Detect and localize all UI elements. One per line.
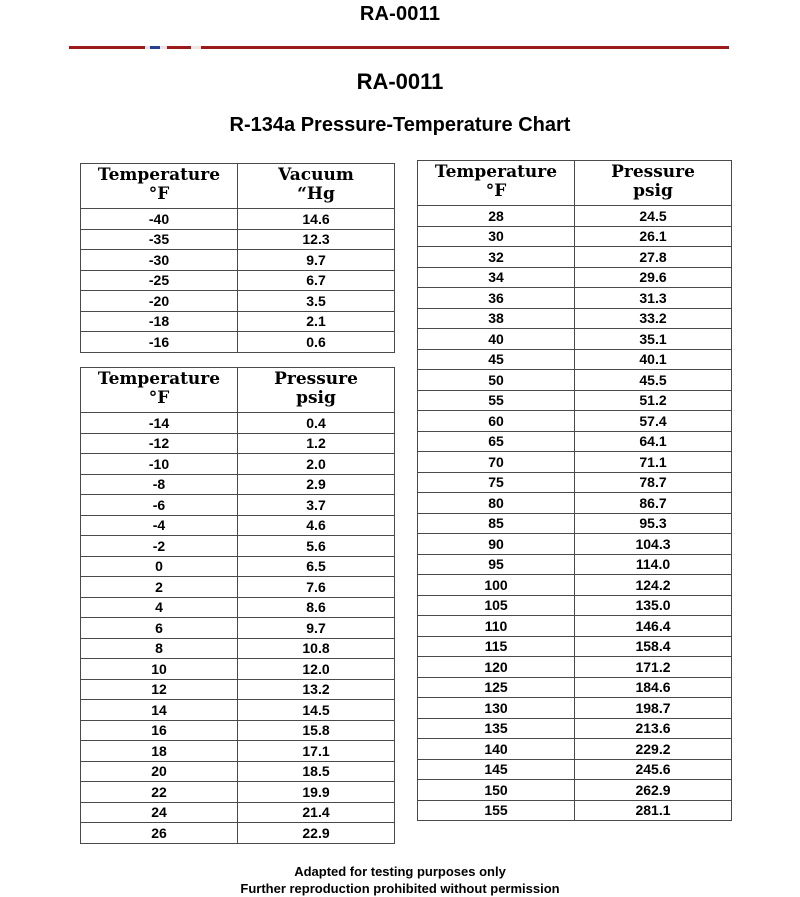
table-row [418, 636, 732, 657]
value-cell: 51.2 [575, 390, 732, 411]
value-cell: 24.5 [575, 206, 732, 227]
temperature-cell: 12 [81, 679, 238, 700]
table-row [81, 332, 395, 353]
value-cell: 21.4 [238, 802, 395, 823]
header-line2: psig [296, 388, 336, 408]
temperature-cell: -16 [81, 332, 238, 353]
table-row [81, 433, 395, 454]
value-cell: 1.2 [238, 433, 395, 454]
value-cell: 27.8 [575, 247, 732, 268]
value-cell: 17.1 [238, 741, 395, 762]
temperature-cell: 145 [418, 759, 575, 780]
temperature-cell: 55 [418, 390, 575, 411]
value-cell: 22.9 [238, 823, 395, 844]
table-row [81, 454, 395, 475]
value-cell: 12.0 [238, 659, 395, 680]
temperature-cell: -40 [81, 209, 238, 230]
table-row [81, 659, 395, 680]
table-row [418, 411, 732, 432]
value-cell: 71.1 [575, 452, 732, 473]
table-row [418, 206, 732, 227]
header-line2: °F [148, 184, 170, 204]
table-row [81, 311, 395, 332]
value-cell: 0.4 [238, 413, 395, 434]
table-row [418, 247, 732, 268]
value-cell: 7.6 [238, 577, 395, 598]
temperature-cell: 80 [418, 493, 575, 514]
temperature-cell: 60 [418, 411, 575, 432]
temperature-cell: 155 [418, 800, 575, 821]
table-row [81, 700, 395, 721]
header-line2: “Hg [297, 184, 335, 204]
table-row [418, 616, 732, 637]
value-cell: 86.7 [575, 493, 732, 514]
temperature-cell: 130 [418, 698, 575, 719]
value-cell: 29.6 [575, 267, 732, 288]
table-row [81, 209, 395, 230]
value-cell: 35.1 [575, 329, 732, 350]
header-value [238, 368, 395, 413]
temperature-cell: 8 [81, 638, 238, 659]
value-cell: 64.1 [575, 431, 732, 452]
table-row [81, 413, 395, 434]
temperature-cell: 16 [81, 720, 238, 741]
value-cell: 10.8 [238, 638, 395, 659]
temperature-cell: 36 [418, 288, 575, 309]
value-cell: 4.6 [238, 515, 395, 536]
document-code: RA-0011 [356, 69, 444, 94]
temperature-cell: 32 [418, 247, 575, 268]
header-temperature [418, 161, 575, 206]
table-row [418, 575, 732, 596]
table-row [418, 780, 732, 801]
table-row [81, 720, 395, 741]
table-row [81, 638, 395, 659]
divider-accent-mark [150, 46, 160, 49]
table-row [81, 618, 395, 639]
temperature-cell: 0 [81, 556, 238, 577]
temperature-cell: 2 [81, 577, 238, 598]
table-row [81, 495, 395, 516]
table-header-row [418, 161, 732, 206]
value-cell: 9.7 [238, 618, 395, 639]
temperature-cell: 95 [418, 554, 575, 575]
value-cell: 6.7 [238, 270, 395, 291]
header-value [238, 164, 395, 209]
header-line1: Vacuum [278, 165, 354, 185]
value-cell: 262.9 [575, 780, 732, 801]
header-document-code: RA-0011 [359, 3, 441, 25]
table-row [81, 536, 395, 557]
value-cell: 2.9 [238, 474, 395, 495]
value-cell: 57.4 [575, 411, 732, 432]
temperature-cell: 70 [418, 452, 575, 473]
value-cell: 6.5 [238, 556, 395, 577]
value-cell: 78.7 [575, 472, 732, 493]
temperature-cell: -4 [81, 515, 238, 536]
temperature-cell: 26 [81, 823, 238, 844]
temperature-cell: -12 [81, 433, 238, 454]
header-line1: Temperature [97, 165, 221, 185]
header-line2: psig [633, 181, 673, 201]
header-value [575, 161, 732, 206]
temperature-cell: -30 [81, 250, 238, 271]
temperature-cell: 75 [418, 472, 575, 493]
table-row [81, 474, 395, 495]
table-row [418, 329, 732, 350]
value-cell: 40.1 [575, 349, 732, 370]
temperature-cell: -35 [81, 229, 238, 250]
table-row [418, 534, 732, 555]
value-cell: 2.0 [238, 454, 395, 475]
footer-line-2: Further reproduction prohibited without permission [240, 881, 560, 896]
table-row [418, 718, 732, 739]
table-row [418, 493, 732, 514]
table-row [81, 250, 395, 271]
value-cell: 245.6 [575, 759, 732, 780]
temperature-cell: -20 [81, 291, 238, 312]
value-cell: 9.7 [238, 250, 395, 271]
temperature-cell: 135 [418, 718, 575, 739]
temperature-cell: -10 [81, 454, 238, 475]
value-cell: 2.1 [238, 311, 395, 332]
temperature-cell: -18 [81, 311, 238, 332]
table-row [81, 556, 395, 577]
table-row [81, 229, 395, 250]
table-row [418, 370, 732, 391]
footer-notice [0, 863, 800, 897]
temperature-cell: 85 [418, 513, 575, 534]
temperature-cell: 40 [418, 329, 575, 350]
footer-line-1: Adapted for testing purposes only [294, 864, 506, 879]
header-line1: Pressure [611, 162, 695, 182]
temperature-cell: 4 [81, 597, 238, 618]
table-row [418, 308, 732, 329]
table-row [81, 782, 395, 803]
table-row [81, 741, 395, 762]
table-row [418, 390, 732, 411]
table-row [81, 597, 395, 618]
table-row [418, 226, 732, 247]
value-cell: 213.6 [575, 718, 732, 739]
value-cell: 184.6 [575, 677, 732, 698]
value-cell: 114.0 [575, 554, 732, 575]
temperature-cell: 24 [81, 802, 238, 823]
value-cell: 33.2 [575, 308, 732, 329]
table-row [81, 823, 395, 844]
table-row [418, 739, 732, 760]
header-line2: °F [148, 388, 170, 408]
temperature-cell: 105 [418, 595, 575, 616]
temperature-cell: 120 [418, 657, 575, 678]
value-cell: 158.4 [575, 636, 732, 657]
value-cell: 171.2 [575, 657, 732, 678]
table-row [81, 291, 395, 312]
temperature-cell: -6 [81, 495, 238, 516]
table-row [418, 267, 732, 288]
value-cell: 18.5 [238, 761, 395, 782]
header-line1: Pressure [274, 369, 358, 389]
temperature-cell: 30 [418, 226, 575, 247]
table-row [418, 595, 732, 616]
pressure-high-table [417, 160, 732, 821]
temperature-cell: 38 [418, 308, 575, 329]
header-line1: Temperature [434, 162, 558, 182]
temperature-cell: 110 [418, 616, 575, 637]
temperature-cell: 14 [81, 700, 238, 721]
value-cell: 13.2 [238, 679, 395, 700]
divider-accent-gap [191, 46, 201, 49]
temperature-cell: 150 [418, 780, 575, 801]
table-row [418, 513, 732, 534]
temperature-cell: 115 [418, 636, 575, 657]
temperature-cell: 10 [81, 659, 238, 680]
value-cell: 5.6 [238, 536, 395, 557]
pressure-low-table [80, 367, 395, 844]
value-cell: 3.5 [238, 291, 395, 312]
value-cell: 229.2 [575, 739, 732, 760]
temperature-cell: 28 [418, 206, 575, 227]
table-row [81, 577, 395, 598]
value-cell: 124.2 [575, 575, 732, 596]
value-cell: 135.0 [575, 595, 732, 616]
header-line2: °F [485, 181, 507, 201]
document-title: R-134a Pressure-Temperature Chart [229, 114, 571, 136]
table-row [418, 759, 732, 780]
value-cell: 45.5 [575, 370, 732, 391]
value-cell: 14.5 [238, 700, 395, 721]
header-line1: Temperature [97, 369, 221, 389]
value-cell: 12.3 [238, 229, 395, 250]
value-cell: 0.6 [238, 332, 395, 353]
header-temperature [81, 368, 238, 413]
temperature-cell: 20 [81, 761, 238, 782]
table-row [418, 472, 732, 493]
temperature-cell: 18 [81, 741, 238, 762]
temperature-cell: 100 [418, 575, 575, 596]
value-cell: 31.3 [575, 288, 732, 309]
header-divider [69, 46, 729, 49]
value-cell: 8.6 [238, 597, 395, 618]
value-cell: 3.7 [238, 495, 395, 516]
table-row [81, 515, 395, 536]
table-header-row [81, 368, 395, 413]
table-row [418, 800, 732, 821]
value-cell: 104.3 [575, 534, 732, 555]
value-cell: 95.3 [575, 513, 732, 534]
table-row [418, 431, 732, 452]
temperature-cell: -14 [81, 413, 238, 434]
table-row [418, 554, 732, 575]
temperature-cell: -2 [81, 536, 238, 557]
temperature-cell: 6 [81, 618, 238, 639]
temperature-cell: -8 [81, 474, 238, 495]
temperature-cell: 50 [418, 370, 575, 391]
table-row [81, 761, 395, 782]
temperature-cell: 45 [418, 349, 575, 370]
temperature-cell: 140 [418, 739, 575, 760]
value-cell: 15.8 [238, 720, 395, 741]
value-cell: 14.6 [238, 209, 395, 230]
temperature-cell: 90 [418, 534, 575, 555]
table-row [81, 802, 395, 823]
table-row [418, 288, 732, 309]
temperature-cell: -25 [81, 270, 238, 291]
table-header-row [81, 164, 395, 209]
temperature-cell: 22 [81, 782, 238, 803]
value-cell: 19.9 [238, 782, 395, 803]
value-cell: 281.1 [575, 800, 732, 821]
table-row [418, 349, 732, 370]
value-cell: 146.4 [575, 616, 732, 637]
temperature-cell: 65 [418, 431, 575, 452]
table-row [418, 657, 732, 678]
table-row [418, 698, 732, 719]
table-row [418, 677, 732, 698]
temperature-cell: 125 [418, 677, 575, 698]
table-row [418, 452, 732, 473]
value-cell: 198.7 [575, 698, 732, 719]
value-cell: 26.1 [575, 226, 732, 247]
temperature-cell: 34 [418, 267, 575, 288]
table-row [81, 679, 395, 700]
header-temperature [81, 164, 238, 209]
table-row [81, 270, 395, 291]
vacuum-table [80, 163, 395, 353]
